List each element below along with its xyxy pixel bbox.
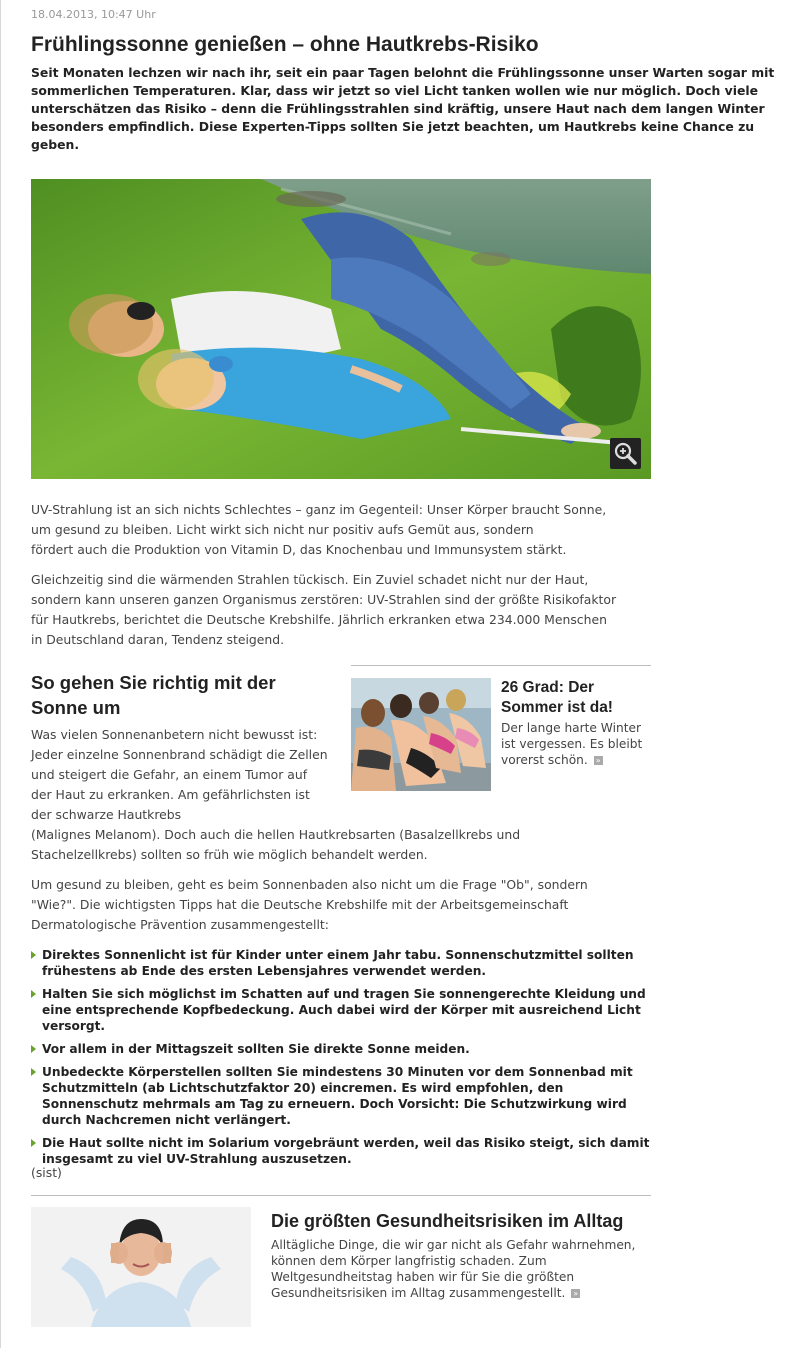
related-text bbox=[271, 1237, 656, 1301]
more-arrow-icon[interactable]: » bbox=[571, 1289, 580, 1298]
body-p1-line-3: fördert auch die Produktion von Vitamin D, das Knochenbau und Immunsystem stärkt. bbox=[31, 542, 567, 557]
bullet-arrow-icon bbox=[31, 1139, 36, 1147]
teaser-image[interactable] bbox=[351, 678, 491, 791]
body-p1-line-1: UV-Strahlung ist an sich nichts Schlechtes – ganz im Gegenteil: Unser Körper braucht Sonne, bbox=[31, 502, 607, 517]
related-image[interactable] bbox=[31, 1207, 251, 1327]
more-arrow-icon[interactable]: » bbox=[594, 756, 603, 765]
tip-text: Die Haut sollte nicht im Solarium vorgebräunt werden, weil das Risiko steigt, sich damit insgesamt zu viel UV-Strahlung auszusetzen. bbox=[42, 1136, 650, 1166]
tip-item bbox=[31, 1064, 651, 1128]
bullet-arrow-icon bbox=[31, 951, 36, 959]
body-p2-line-1: Gleichzeitig sind die wärmenden Strahlen tückisch. Ein Zuviel schadet nicht nur der Haut, bbox=[31, 572, 589, 587]
body-p2-line-3: für Hautkrebs, berichtet die Deutsche Krebshilfe. Jährlich erkranken etwa 234.000 Menschen bbox=[31, 612, 607, 627]
section-p1-cont-line-2: Stachelzellkrebs) sollten so früh wie möglich behandelt werden. bbox=[31, 847, 428, 862]
teaser-text bbox=[501, 720, 656, 768]
article-lead: Seit Monaten lechzen wir nach ihr, seit ein paar Tagen belohnt die Frühlingssonne unser Warten sogar mit sommerlichen Temperaturen. Klar, dass wir jetzt so viel Licht tanken wollen wie nur möglich. Doch viele unterschätzen das Risiko – denn die Frühlingsstrahlen sind kräftig, unsere Haut nach dem langen Winter besonders empfindlich. Diese Experten-Tipps sollten Sie jetzt beachten, um Hautkrebs keine Chance zu geben. bbox=[31, 65, 775, 152]
section-p2-line-3: Dermatologische Prävention zusammengestellt: bbox=[31, 917, 329, 932]
section-p1-cont-line-1: (Malignes Melanom). Doch auch die hellen Hautkrebsarten (Basalzellkrebs und bbox=[31, 827, 521, 842]
body-paragraph-1 bbox=[31, 500, 656, 560]
tip-text: Vor allem in der Mittagszeit sollten Sie direkte Sonne meiden. bbox=[42, 1042, 470, 1056]
hero-image[interactable] bbox=[31, 179, 651, 479]
section-paragraph-1: Was vielen Sonnenanbetern nicht bewusst ist: Jeder einzelne Sonnenbrand schädigt die Zellen und steigert die Gefahr, an einem Tumor auf der Haut zu erkranken. Am gefährlichsten ist der schwarze Hautkrebs bbox=[31, 727, 328, 822]
tip-text: Unbedeckte Körperstellen sollten Sie mindestens 30 Minuten vor dem Sonnenbad mit Schutzmitteln (ab Lichtschutzfaktor 20) eincremen. Es wird empfohlen, den Sonnenschutz mehrmals am Tag zu erneuern. Doch Vorsicht: Die Schutzwirkung wird durch Nachcremen nicht verlängert. bbox=[42, 1065, 633, 1127]
related-divider bbox=[31, 1195, 651, 1196]
tip-item bbox=[31, 986, 651, 1034]
bullet-arrow-icon bbox=[31, 990, 36, 998]
section-p2-line-2: "Wie?". Die wichtigsten Tipps hat die Deutsche Krebshilfe mit der Arbeitsgemeinschaft bbox=[31, 897, 569, 912]
article-dateline: 18.04.2013, 10:47 Uhr bbox=[31, 8, 156, 21]
section-paragraph-1-cont bbox=[31, 825, 661, 935]
tip-item bbox=[31, 1041, 651, 1057]
magnifier-plus-icon[interactable] bbox=[610, 438, 641, 469]
teaser-title-link[interactable]: 26 Grad: Der Sommer ist da! bbox=[501, 679, 613, 716]
related-photo bbox=[31, 1207, 251, 1327]
tip-item bbox=[31, 947, 651, 979]
tip-text: Halten Sie sich möglichst im Schatten auf und tragen Sie sonnengerechte Kleidung und eine entsprechende Kopfbedeckung. Auch dabei wird der Körper mit ausreichend Licht versorgt. bbox=[42, 987, 646, 1033]
body-p1-line-2: um gesund zu bleiben. Licht wirkt sich nicht nur positiv aufs Gemüt aus, sondern bbox=[31, 522, 534, 537]
hero-photo bbox=[31, 179, 651, 479]
article-title: Frühlingssonne genießen – ohne Hautkrebs-Risiko bbox=[31, 33, 539, 56]
body-p2-line-4: in Deutschland daran, Tendenz steigend. bbox=[31, 632, 285, 647]
bullet-arrow-icon bbox=[31, 1045, 36, 1053]
tip-text: Direktes Sonnenlicht ist für Kinder unter einem Jahr tabu. Sonnenschutzmittel sollten frühestens ab Ende des ersten Lebensjahres verwendet werden. bbox=[42, 948, 634, 978]
related-text-body: Alltägliche Dinge, die wir gar nicht als Gefahr wahrnehmen, können dem Körper langfristig schaden. Zum Weltgesundheitstag haben wir für Sie die größten Gesundheitsrisiken im Alltag zusammengestellt. bbox=[271, 1238, 636, 1300]
related-title-link[interactable]: Die größten Gesundheitsrisiken im Alltag bbox=[271, 1211, 624, 1231]
teaser-divider bbox=[351, 665, 651, 666]
teaser-text-body: Der lange harte Winter ist vergessen. Es bleibt vorerst schön. bbox=[501, 721, 643, 767]
body-paragraph-2 bbox=[31, 570, 656, 650]
tip-item bbox=[31, 1135, 651, 1167]
page-left-border bbox=[0, 0, 1, 1348]
author-tag: (sist) bbox=[31, 1165, 62, 1180]
teaser-photo bbox=[351, 678, 491, 791]
body-p2-line-2: sondern kann unseren ganzen Organismus zerstören: UV-Strahlen sind der größte Risikofaktor bbox=[31, 592, 617, 607]
bullet-arrow-icon bbox=[31, 1068, 36, 1076]
tips-list bbox=[31, 947, 651, 1174]
section-p2-line-1: Um gesund zu bleiben, geht es beim Sonnenbaden also nicht um die Frage "Ob", sondern bbox=[31, 877, 588, 892]
section-heading: So gehen Sie richtig mit der Sonne um bbox=[31, 672, 276, 718]
